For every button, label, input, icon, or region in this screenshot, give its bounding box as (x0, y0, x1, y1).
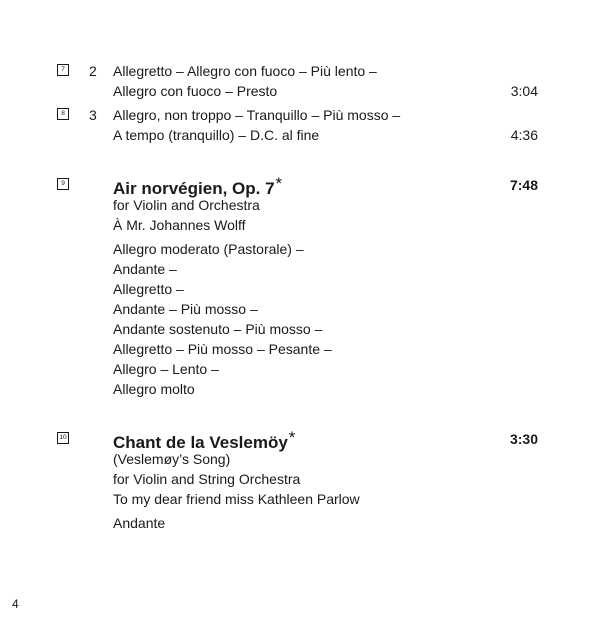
track-number-box: 8 (57, 108, 69, 120)
tempo-line: Allegretto – Più mosso – Pesante – (113, 341, 332, 357)
work-subtitle-line: (Veslemøy’s Song) (113, 451, 231, 467)
movement-number: 2 (89, 63, 97, 79)
movement-number: 3 (89, 107, 97, 123)
movement-tempo-line: Allegretto – Allegro con fuoco – Più lento – (113, 63, 377, 79)
track-duration: 3:04 (510, 83, 538, 99)
tempo-line: Andante – Più mosso – (113, 301, 258, 317)
footnote-asterisk: * (275, 174, 283, 193)
movement-tempo-line: Allegro, non troppo – Tranquillo – Più mosso – (113, 107, 401, 123)
track-number-box: 9 (57, 178, 69, 190)
tempo-line: Andante sostenuto – Più mosso – (113, 321, 323, 337)
track-duration: 3:30 (509, 431, 538, 447)
track-number-box: 7 (57, 64, 69, 76)
footnote-asterisk: * (288, 428, 296, 447)
tempo-line: Allegro moderato (Pastorale) – (113, 241, 304, 257)
work-dedication-line: À Mr. Johannes Wolff (113, 217, 246, 233)
movement-tempo-line: Allegro con fuoco – Presto (113, 83, 278, 99)
work-subtitle-line: for Violin and String Orchestra (113, 471, 301, 487)
tempo-line: Andante (113, 515, 166, 531)
movement-tempo-line: A tempo (tranquillo) – D.C. al fine (113, 127, 320, 143)
tempo-line: Allegretto – (113, 281, 184, 297)
work-title-text: Chant de la Veslemöy (113, 433, 288, 452)
tempo-line: Allegro – Lento – (113, 361, 219, 377)
tempo-line: Allegro molto (113, 381, 195, 397)
page-number: 4 (12, 597, 19, 611)
tempo-line: Andante – (113, 261, 177, 277)
work-title-text: Air norvégien, Op. 7 (113, 179, 275, 198)
work-subtitle-line: for Violin and Orchestra (113, 197, 260, 213)
track-duration: 4:36 (510, 127, 538, 143)
work-dedication-line: To my dear friend miss Kathleen Parlow (113, 491, 360, 507)
track-duration: 7:48 (509, 177, 538, 193)
track-number-box: 10 (57, 432, 69, 444)
